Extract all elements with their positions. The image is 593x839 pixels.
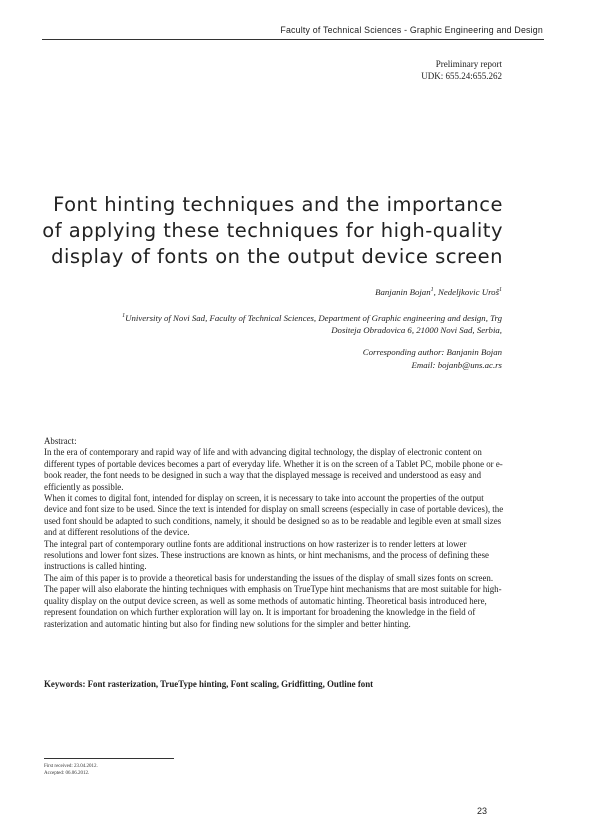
udk-code: UDK: 655.24:655.262 xyxy=(421,71,502,81)
corresponding-author-name: Corresponding author: Banjanin Bojan xyxy=(362,347,502,357)
title-line-1: Font hinting techniques and the importance xyxy=(53,193,503,216)
corresponding-email: Email: bojanb@uns.ac.rs xyxy=(411,359,502,370)
abstract-paragraph: In the era of contemporary and rapid way of life and with advancing digital technology, the display of electronic content on different types of portable devices becomes a part of everyday life. Whether it is on the screen of a Tablet PC, mobile phone or e-book reader, the font needs to be designed in such a way that the displayed message is received and understood as easy and efficiently as possible. xyxy=(44,447,503,492)
author-affiliation-marker: 1 xyxy=(430,287,434,294)
accepted-date: Accepted: 06.06.2012. xyxy=(44,771,90,776)
abstract-paragraph: When it comes to digital font, intended for display on screen, it is necessary to take into account the properties of the output device and font size to be used. Since the text is intended for display on small screens (especially in case of portable devices), the used font should be adapted to such conditions, namely, it should be designed so as to be readable and legible even at small sizes and at different resolutions of the device. xyxy=(44,493,504,538)
running-header: Faculty of Technical Sciences - Graphic Engineering and Design xyxy=(280,25,543,35)
abstract-heading: Abstract: xyxy=(44,436,77,446)
paper-title xyxy=(40,192,503,270)
footnote-divider xyxy=(44,758,174,759)
affiliation-line-1: $^1$University of Novi Sad, Faculty of Technical Sciences, Department of Graphic engineering and design, Trg xyxy=(122,312,502,323)
received-date: First received: 23.04.2012. xyxy=(44,764,98,769)
title-line-2: of applying these techniques for high-quality xyxy=(42,219,503,242)
author-separator: , xyxy=(433,287,438,297)
affiliation-marker: 1 xyxy=(122,313,126,319)
title-line-3: display of fonts on the output device screen xyxy=(51,245,503,268)
corresponding-author xyxy=(363,346,502,371)
keywords: Keywords: Font rasterization, TrueType hinting, Font scaling, Gridfitting, Outline font xyxy=(44,679,374,689)
affiliation-line-2: Dositeja Obradovica 6, 21000 Novi Sad, Serbia, xyxy=(331,325,502,336)
header-divider xyxy=(42,39,544,40)
affiliation xyxy=(122,310,502,337)
report-meta xyxy=(421,58,502,82)
author-list xyxy=(375,287,502,297)
abstract xyxy=(44,436,506,630)
author-affiliation-marker: 1 xyxy=(499,287,502,294)
footnote xyxy=(44,763,98,777)
abstract-paragraph: The integral part of contemporary outline fonts are additional instructions on how rasterizer is to render letters at lower resolutions and lower font sizes. These instructions are known as hints, or hint mechanisms, and the process of defining these instructions is called hinting. xyxy=(44,538,489,572)
author-name: Nedeljkovic Uroš xyxy=(438,287,499,297)
author-name: Banjanin Bojan xyxy=(375,287,431,297)
abstract-paragraph: The aim of this paper is to provide a theoretical basis for understanding the issues of the display of small sizes fonts on screen. The paper will also elaborate the hinting techniques with emphasis on TrueType hint mechanisms that are most suitable for high-quality display on the output device screen, as well as some methods of automatic hinting. Theoretical basis introduced here, represent foundation on which further exploration will lay on. It is important for broadening the knowledge in the field of rasterization and automatic hinting but also for finding new solutions for the simpler and better hinting. xyxy=(44,572,502,629)
page-number: 23 xyxy=(477,806,488,816)
report-type: Preliminary report xyxy=(435,59,502,69)
